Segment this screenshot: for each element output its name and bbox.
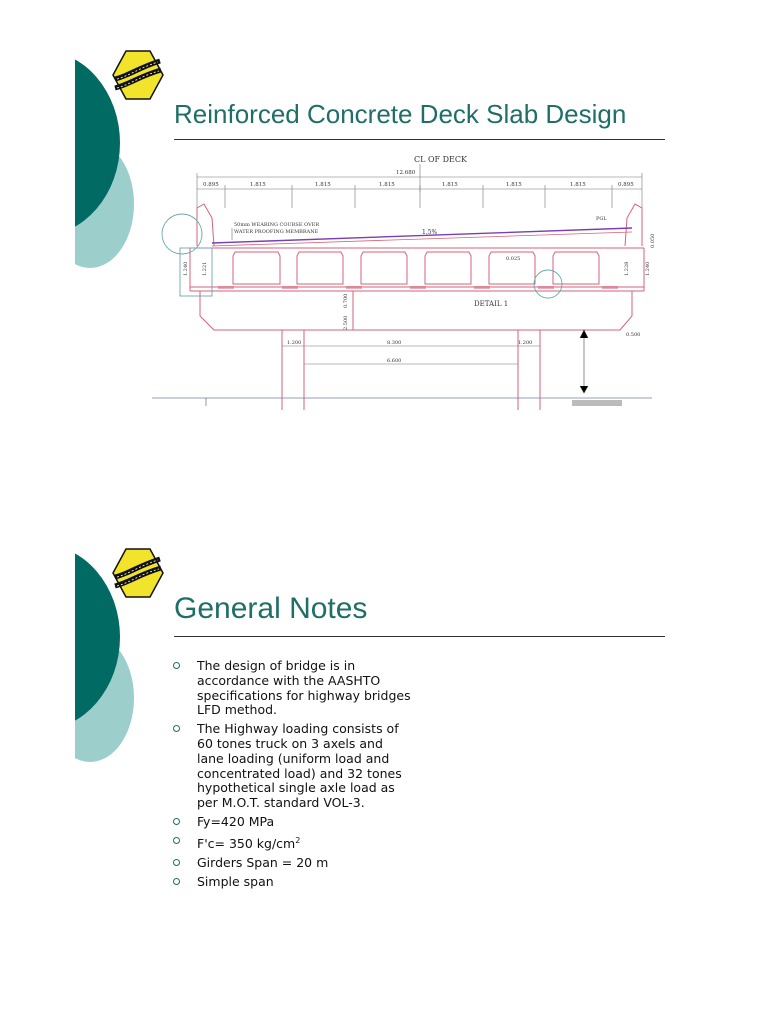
dim-top-3: 1.815 <box>379 182 395 188</box>
dim-1240-right: 1.240 <box>645 261 651 276</box>
bullet-circle-icon <box>173 878 180 885</box>
dim-8300: 8.300 <box>387 340 402 346</box>
slide-decoration <box>0 0 160 280</box>
list-item: The Highway loading consists of 60 tones truck on 3 axels and lane loading (uniform load and concentrated load) and 32 tones hypothetical single axle load as per M.O.T. standard VOL-3. <box>172 722 412 811</box>
pgl-label: PGL <box>596 216 607 222</box>
dim-1228: 1.228 <box>624 261 630 276</box>
slide-title: Reinforced Concrete Deck Slab Design <box>174 99 627 129</box>
wearing-course-note-1: 50mm WEARING COURSE OVER <box>234 222 320 228</box>
slide-deck-slab-design <box>0 0 768 495</box>
bullet-circle-icon <box>173 725 180 732</box>
dim-1240-left: 1.240 <box>183 261 189 276</box>
slide-decoration <box>0 497 160 777</box>
title-divider <box>174 139 665 140</box>
dim-0700: 0.700 <box>343 293 349 308</box>
cl-of-deck-label: CL OF DECK <box>414 155 467 164</box>
dim-050: 0.050 <box>650 233 656 248</box>
wearing-course-note-2: WATER PROOFING MEMBRANE <box>234 229 319 235</box>
detail-1-label: DETAIL 1 <box>474 300 509 308</box>
dim-0500: 0.500 <box>626 332 641 338</box>
dim-top-5: 1.815 <box>506 182 522 188</box>
bullet-circle-icon <box>173 662 180 669</box>
dim-1200-left: 1.200 <box>287 340 302 346</box>
bullet-circle-icon <box>173 859 180 866</box>
slide-general-notes <box>0 497 768 992</box>
total-width-dim: 12.680 <box>396 170 416 176</box>
bullet-circle-icon <box>173 818 180 825</box>
road-logo-icon <box>112 547 164 599</box>
dim-top-0: 0.895 <box>203 182 219 188</box>
general-notes-list <box>172 659 412 893</box>
list-item: The design of bridge is in accordance with the AASHTO specifications for highway bridges LFD method. <box>172 659 412 718</box>
dim-top-1: 1.815 <box>250 182 266 188</box>
list-item: Girders Span = 20 m <box>172 856 412 871</box>
title-divider <box>174 636 665 637</box>
dim-1221: 1.221 <box>202 261 208 276</box>
slope-label: 1.5% <box>422 229 438 236</box>
dim-top-2: 1.815 <box>315 182 331 188</box>
dim-1200-right: 1.200 <box>518 340 533 346</box>
superscript: 2 <box>295 835 301 845</box>
deck-cross-section-drawing <box>152 148 670 410</box>
dim-2500: 2.500 <box>343 315 349 330</box>
bullet-circle-icon <box>173 837 180 844</box>
dim-top-4: 1.815 <box>442 182 458 188</box>
list-item: Simple span <box>172 875 412 890</box>
slide-title: General Notes <box>174 592 368 625</box>
dim-025: 0.025 <box>506 256 521 262</box>
dim-top-7: 0.895 <box>618 182 634 188</box>
road-logo-icon <box>112 49 164 101</box>
list-item: Fy=420 MPa <box>172 815 412 830</box>
list-item: F'c= 350 $kg/cm^2$ <box>172 834 412 852</box>
dim-6600: 6.600 <box>387 358 402 364</box>
dim-top-6: 1.815 <box>570 182 586 188</box>
